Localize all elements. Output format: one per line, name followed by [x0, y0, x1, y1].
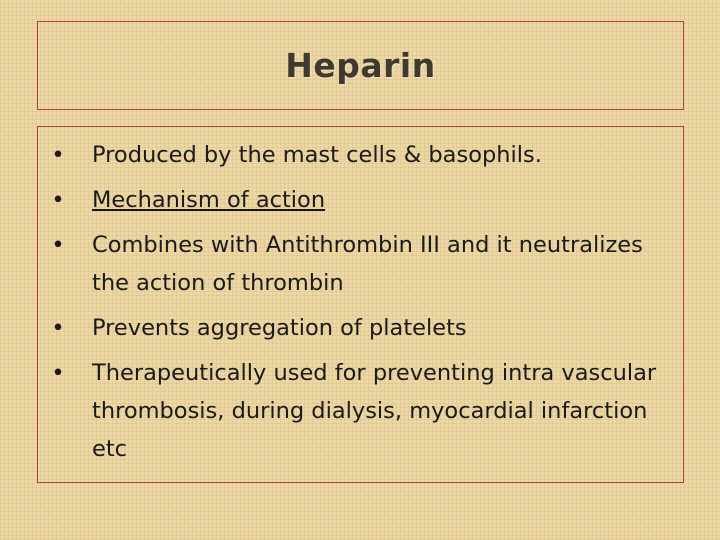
bullet-text-heading: Mechanism of action	[92, 187, 326, 213]
slide-title: Heparin	[285, 46, 436, 85]
bullet-item	[38, 309, 683, 347]
bullet-marker: •	[51, 232, 65, 258]
title-frame	[37, 21, 684, 110]
bullet-list	[38, 136, 683, 476]
bullet-marker: •	[51, 315, 65, 341]
bullet-item	[38, 136, 683, 174]
bullet-text: Produced by the mast cells & basophils.	[92, 142, 542, 168]
bullet-item	[38, 181, 683, 219]
bullet-text: Prevents aggregation of platelets	[92, 315, 467, 341]
bullet-text: Combines with Antithrombin III and it neutralizes the action of thrombin	[92, 232, 643, 296]
bullet-item	[38, 354, 683, 468]
bullet-item	[38, 226, 683, 302]
bullet-text: Therapeutically used for preventing intra vascular thrombosis, during dialysis, myocardial infarction etc	[92, 360, 657, 462]
content-frame	[37, 126, 684, 483]
bullet-marker: •	[51, 360, 65, 386]
bullet-marker: •	[51, 142, 65, 168]
bullet-marker: •	[51, 187, 65, 213]
